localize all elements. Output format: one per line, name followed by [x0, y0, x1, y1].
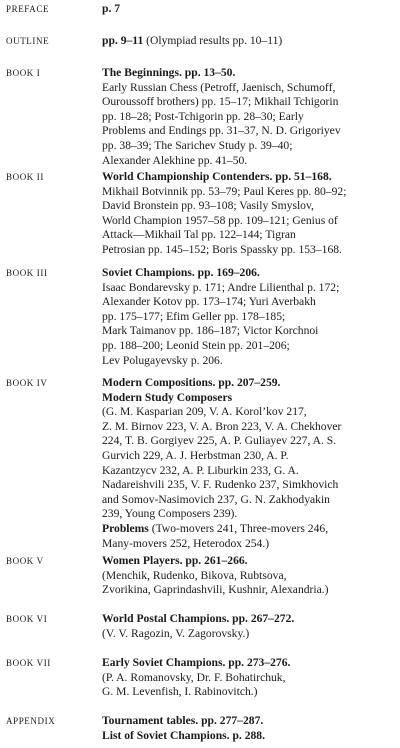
line-text: and Somov-Nasimovich 237, G. N. Zakhodyakin — [102, 492, 330, 506]
line-text: World Champion 1957–58 pp. 109–121; Genius of — [102, 213, 338, 227]
content-line — [102, 354, 396, 369]
line-text: Many-movers 252, Heterodox 254.) — [102, 536, 270, 550]
line-text: (Olympiad results pp. 10–11) — [143, 34, 283, 47]
section-content — [102, 554, 396, 598]
line-text: Alexander Alekhine pp. 41–50. — [102, 153, 248, 167]
section-label: BOOK III — [6, 268, 48, 278]
line-text: Isaac Bondarevsky p. 171; Andre Lilienthal p. 172; — [102, 280, 340, 294]
content-line — [102, 627, 396, 642]
line-text: Ouroussoff brothers) pp. 15–17; Mikhail Tchigorin — [102, 95, 339, 109]
content-line — [102, 376, 396, 391]
line-text: Mikhail Botvinnik pp. 53–79; Paul Keres pp. 80–92; — [102, 184, 347, 198]
content-line — [102, 214, 396, 229]
line-bold: pp. 9–11 — [102, 34, 144, 47]
line-text: David Bronstein pp. 93–108; Vasily Smyslov, — [102, 199, 314, 213]
content-line — [102, 391, 396, 406]
section-label: BOOK V — [6, 556, 44, 566]
content-line — [102, 493, 396, 508]
line-text: pp. 38–39; The Sarichev Study p. 39–40; — [102, 138, 293, 152]
line-text: (Two-movers 241, Three-movers 246, — [148, 521, 329, 535]
section-content — [102, 2, 396, 17]
line-text: (V. V. Ragozin, V. Zagorovsky.) — [102, 626, 250, 640]
content-line — [102, 199, 396, 214]
content-line — [102, 612, 396, 627]
line-bold: World Postal Champions. pp. 267–272. — [102, 612, 295, 625]
line-text: Mark Taimanov pp. 186–187; Victor Korchnoi — [102, 324, 319, 338]
section-label: BOOK VI — [6, 614, 48, 624]
section-content — [102, 34, 396, 49]
content-line — [102, 583, 396, 598]
content-line — [102, 2, 396, 17]
section-content — [102, 714, 396, 743]
content-line — [102, 656, 396, 671]
section-label: BOOK VII — [6, 658, 51, 668]
line-text: Gurvich 229, A. J. Herbstman 230, A. P. — [102, 448, 289, 462]
content-line — [102, 170, 396, 185]
line-text: 224, T. B. Gorgiyev 225, A. P. Guliayev 227, A. S. — [102, 434, 337, 448]
section-label: BOOK IV — [6, 378, 48, 388]
line-text: Attack—Mikhail Tal pp. 122–144; Tigran — [102, 228, 296, 242]
line-text: Early Russian Chess (Petroff, Jaenisch, Schumoff, — [102, 80, 336, 94]
section-content — [102, 612, 396, 641]
line-text: Kazantzycv 232, A. P. Liburkin 233, G. A. — [102, 463, 299, 477]
line-bold: Modern Compositions. pp. 207–259. — [102, 376, 281, 389]
content-line — [102, 124, 396, 139]
line-text: Petrosian pp. 145–152; Boris Spassky pp. 153–168. — [102, 242, 342, 256]
line-text: Alexander Kotov pp. 173–174; Yuri Averbakh — [102, 295, 316, 309]
content-line — [102, 324, 396, 339]
line-text: Lev Polugayevsky p. 206. — [102, 353, 223, 367]
line-text: Zvorikina, Gaprindashvili, Kushnir, Alexandria.) — [102, 583, 329, 597]
content-line — [102, 228, 396, 243]
line-text: (G. M. Kasparian 209, V. A. Korol’kov 217, — [102, 405, 307, 419]
line-bold: Women Players. pp. 261–266. — [102, 554, 248, 567]
line-bold: List of Soviet Champions. p. 288. — [102, 728, 265, 742]
content-line — [102, 243, 396, 258]
section-label: APPENDIX — [6, 716, 56, 726]
line-bold: Modern Study Composers — [102, 390, 233, 404]
content-line — [102, 569, 396, 584]
line-bold: Tournament tables. pp. 277–287. — [102, 714, 264, 727]
section-content — [102, 376, 396, 551]
content-line — [102, 81, 396, 96]
content-line — [102, 295, 396, 310]
section-label: PREFACE — [6, 4, 50, 14]
section-label: BOOK II — [6, 172, 44, 182]
content-line — [102, 714, 396, 729]
content-line — [102, 671, 396, 686]
line-text: pp. 175–177; Efim Geller pp. 178–185; — [102, 309, 286, 323]
content-line — [102, 266, 396, 281]
line-text: Z. M. Birnov 223, V. A. Bron 223, V. A. Chekhover — [102, 419, 342, 433]
content-line — [102, 281, 396, 296]
content-line — [102, 66, 396, 81]
line-text: pp. 18–28; Post-Tchigorin pp. 28–30; Early — [102, 109, 304, 123]
content-line — [102, 522, 396, 537]
line-text: pp. 188–200; Leonid Stein pp. 201–206; — [102, 338, 290, 352]
line-bold: World Championship Contenders. pp. 51–168. — [102, 170, 332, 183]
line-text: Nadareishvili 235, V. F. Rudenko 237, Simkhovich — [102, 478, 339, 492]
content-line — [102, 34, 396, 49]
content-line — [102, 434, 396, 449]
line-text: 239, Young Composers 239). — [102, 507, 238, 521]
section-content — [102, 170, 396, 258]
content-line — [102, 449, 396, 464]
content-line — [102, 729, 396, 744]
line-text: G. M. Levenfish, I. Rabinovitch.) — [102, 685, 258, 699]
content-line — [102, 339, 396, 354]
section-label: BOOK I — [6, 68, 41, 78]
content-line — [102, 685, 396, 700]
line-bold: Early Soviet Champions. pp. 273–276. — [102, 656, 291, 669]
content-line — [102, 95, 396, 110]
line-text: (P. A. Romanovsky, Dr. F. Bohatirchuk, — [102, 670, 286, 684]
content-line — [102, 464, 396, 479]
section-content — [102, 656, 396, 700]
content-line — [102, 154, 396, 169]
line-bold: p. 7 — [102, 2, 121, 15]
content-line — [102, 478, 396, 493]
content-line — [102, 185, 396, 200]
line-bold: The Beginnings. pp. 13–50. — [102, 66, 236, 79]
content-line — [102, 420, 396, 435]
section-content — [102, 66, 396, 168]
content-line — [102, 310, 396, 325]
section-label: OUTLINE — [6, 36, 50, 46]
section-content — [102, 266, 396, 368]
line-bold: Problems — [102, 521, 149, 535]
content-line — [102, 507, 396, 522]
content-line — [102, 110, 396, 125]
content-line — [102, 405, 396, 420]
line-text: (Menchik, Rudenko, Bikova, Rubtsova, — [102, 568, 287, 582]
line-bold: Soviet Champions. pp. 169–206. — [102, 266, 260, 279]
line-text: Problems and Endings pp. 31–37, N. D. Grigoriyev — [102, 124, 341, 138]
content-line — [102, 554, 396, 569]
content-line — [102, 139, 396, 154]
content-line — [102, 537, 396, 552]
